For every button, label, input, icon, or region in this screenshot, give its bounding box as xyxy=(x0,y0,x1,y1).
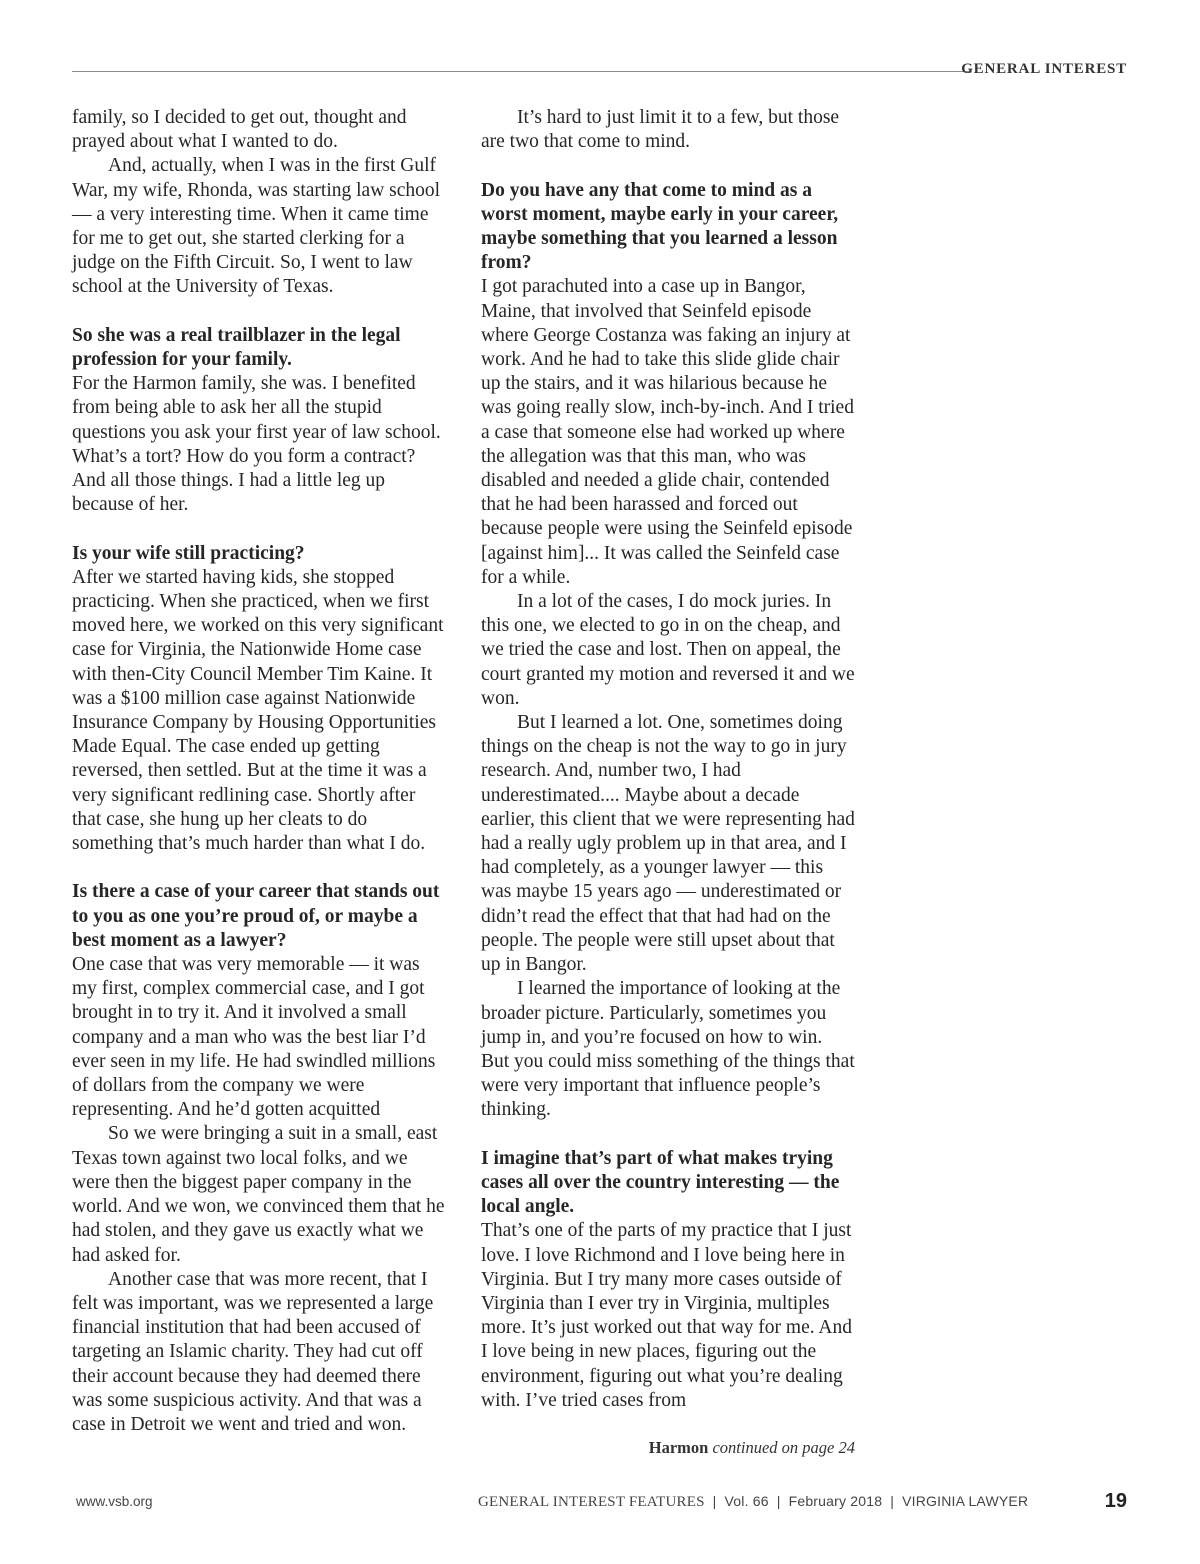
body-paragraph: It’s hard to just limit it to a few, but those are two that come to mind. xyxy=(481,107,840,153)
continued-note xyxy=(649,1438,855,1458)
left-column xyxy=(72,106,448,1437)
footer-separator: | xyxy=(776,1493,781,1509)
footer-info xyxy=(478,1493,1028,1511)
footer-volume: Vol. 66 xyxy=(724,1493,769,1509)
footer-url[interactable]: www.vsb.org xyxy=(76,1494,153,1509)
body-paragraph: Another case that was more recent, that I felt was important, was we represented a large financial institution that had been accused of targeting an Islamic charity. They had cut off their account because they had deemed there was some suspicious activity. And that was a case in Detroit we went and tried and won. xyxy=(72,1268,434,1435)
section-label: GENERAL INTEREST xyxy=(961,61,1127,77)
page-number: 19 xyxy=(1104,1490,1127,1512)
body-paragraph: In a lot of the cases, I do mock juries. In this one, we elected to go in on the cheap, and we tried the case and lost. Then on appeal, the court granted my motion and reversed it and we won. xyxy=(481,591,855,709)
body-paragraph: I got parachuted into a case up in Bangor, Maine, that involved that Seinfeld episode where George Costanza was faking an injury at work. And he had to take this slide glide chair up the stairs, and it was hilarious because he was going really slow, inch-by-inch. And I tried a case that someone else had worked up where the allegation was that this man, who was disabled and needed a glide chair, contended that he had been harassed and forced out because people were using the Seinfeld episode [against him]... It was called the Seinfeld case for a while. xyxy=(481,276,854,588)
footer-publication: VIRGINIA LAWYER xyxy=(902,1493,1029,1509)
footer-separator: | xyxy=(712,1493,717,1509)
interview-question: Is your wife still practicing? xyxy=(72,542,305,564)
footer-date: February 2018 xyxy=(788,1493,883,1509)
header-rule xyxy=(72,71,970,72)
interview-question: I imagine that’s part of what makes trying cases all over the country interesting — the local angle. xyxy=(481,1147,840,1218)
body-paragraph: family, so I decided to get out, thought and prayed about what I wanted to do. xyxy=(72,107,407,153)
continued-name: Harmon xyxy=(648,1438,709,1457)
body-paragraph: And, actually, when I was in the first Gulf War, my wife, Rhonda, was starting law school — a very interesting time. When it came time for me to get out, she started clerking for a judge on the Fifth Circuit. So, I went to law school at the University of Texas. xyxy=(72,155,441,298)
footer-separator: | xyxy=(890,1493,895,1509)
body-paragraph: For the Harmon family, she was. I benefited from being able to ask her all the stupid questions you ask your first year of law school. What’s a tort? How do you form a contract? And all those things. I had a little leg up because of her. xyxy=(72,373,441,516)
body-paragraph: After we started having kids, she stopped practicing. When she practiced, when we first moved here, we worked on this very significant case for Virginia, the Nationwide Home case with then-City Council Member Tim Kaine. It was a $100 million case against Nationwide Insurance Company by Housing Opportunities Made Equal. The case ended up getting reversed, then settled. But at the time it was a very significant redlining case. Shortly after that case, she hung up her cleats to do something that’s much harder than what I do. xyxy=(72,566,444,855)
body-paragraph: I learned the importance of looking at the broader picture. Particularly, sometimes you jump in, and you’re focused on how to win. But you could miss something of the things that were very important that influence people’s thinking. xyxy=(481,978,855,1121)
interview-question: Is there a case of your career that stands out to you as one you’re proud of, or maybe a best moment as a lawyer? xyxy=(72,881,440,951)
right-column xyxy=(481,106,855,1413)
body-paragraph: But I learned a lot. One, sometimes doing things on the cheap is not the way to go in jury research. And, number two, I had underestimated.... Maybe about a decade earlier, this client that we were representing had had a really ugly problem up in that area, and I had completely, as a younger lawyer — this was maybe 15 years ago — underestimated or didn’t read the effect that that had had on the people. The people were still upset about that up in Bangor. xyxy=(481,712,855,976)
interview-question: Do you have any that come to mind as a worst moment, maybe early in your career, maybe something that you learned a lesson from? xyxy=(481,179,839,274)
interview-question: So she was a real trailblazer in the legal profession for your family. xyxy=(72,324,401,371)
body-paragraph: One case that was very memorable — it was my first, complex commercial case, and I got brought in to try it. And it involved a small company and a man who was the best liar I’d ever seen in my life. He had swindled millions of dollars from the company we were representing. And he’d gotten acquitted xyxy=(72,954,436,1121)
footer-section: GENERAL INTEREST FEATURES xyxy=(478,1494,705,1510)
body-paragraph: That’s one of the parts of my practice that I just love. I love Richmond and I love being here in Virginia. But I try many more cases outside of Virginia than I ever try in Virginia, multiples more. It’s just worked out that way for me. And I love being in new places, figuring out the environment, figuring out what you’re dealing with. I’ve tried cases from xyxy=(481,1220,852,1411)
body-paragraph: So we were bringing a suit in a small, east Texas town against two local folks, and we were then the biggest paper company in the world. And we won, we convinced them that he had stolen, and they gave us exactly what we had asked for. xyxy=(72,1123,445,1266)
continued-text: continued on page 24 xyxy=(712,1438,855,1457)
